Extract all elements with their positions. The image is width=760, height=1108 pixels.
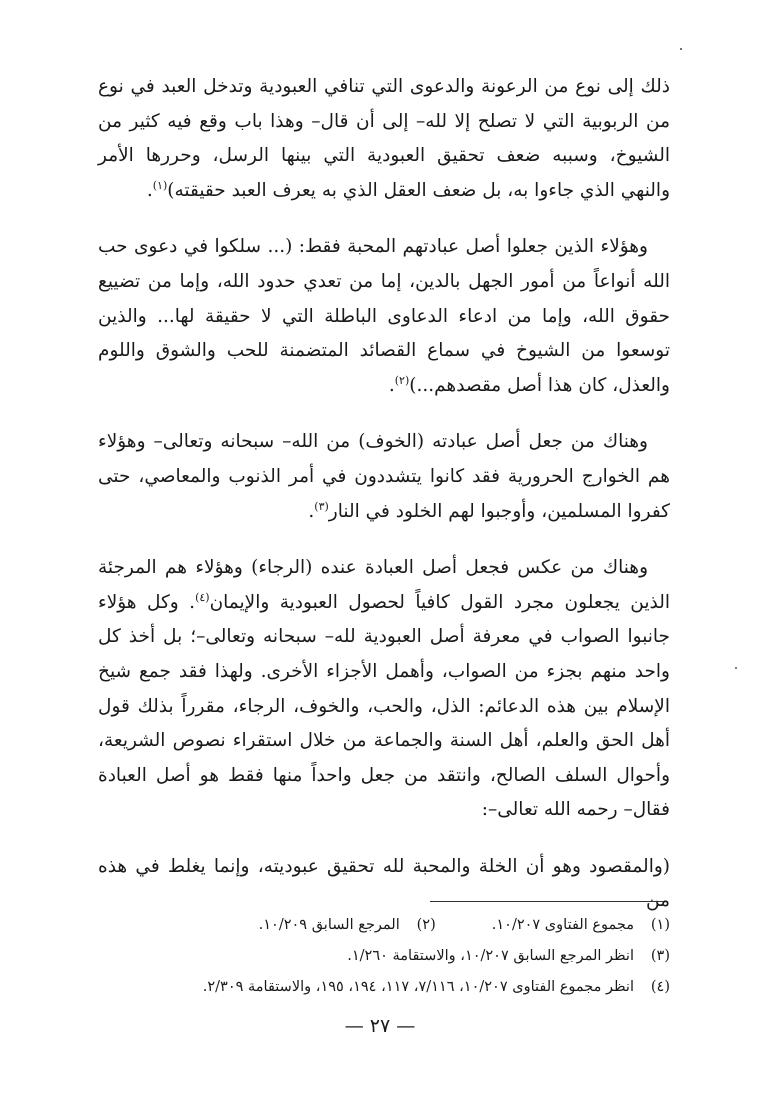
paragraph-text: ذلك إلى نوع من الرعونة والدعوى التي تنافي العبودية وتدخل العبد في نوع من الربوبية التي لا تصلح إلا لله– إلى أن قال– وهذا باب وقع فيه كثير من الشيوخ، وسببه ضعف تحقيق العبودية التي بينها الرسل، وحررها الأمر والنهي الذي جاءوا به، بل ضعف العقل الذي به يعرف العبد حقيقته)	[98, 76, 670, 201]
footnote-row	[100, 941, 670, 972]
footnotes	[100, 910, 670, 1003]
footnote-ref[interactable]: (١)	[152, 178, 168, 192]
paragraph-3	[98, 425, 670, 529]
footnote-number: (١)	[650, 917, 670, 933]
footnote-row	[100, 972, 670, 1003]
page-number: — ٢٧ —	[344, 1015, 416, 1037]
footnote-text: المرجع السابق ١٠/٢٠٩.	[258, 917, 400, 933]
scan-speck	[680, 48, 682, 50]
paragraph-text: وهناك من جعل أصل عبادته (الخوف) من الله– سبحانه وتعالى– وهؤلاء هم الخوارج الحرورية فقد كانوا يتشددون في أمر الذنوب والمعاصي، حتى كفروا المسلمين، وأوجبوا لهم الخلود في النار	[98, 431, 670, 522]
paragraph-2	[98, 230, 670, 403]
footnote-2	[259, 910, 436, 941]
footnote-4	[203, 972, 670, 1003]
footnote-ref[interactable]: (٤)	[195, 590, 210, 604]
footnote-text: انظر مجموع الفتاوى ١٠/٢٠٧، ٧/١١٦، ١١٧، ١٩٤، ١٩٥، والاستقامة ٢/٣٠٩.	[202, 979, 634, 995]
paragraph-text: وهناك من عكس فجعل أصل العبادة عنده (الرجاء) وهؤلاء هم المرجئة الذين يجعلون مجرد القول كافياً لحصول العبودية والإيمان	[98, 557, 670, 613]
paragraph-text: وهؤلاء الذين جعلوا أصل عبادتهم المحبة فقط: (... سلكوا في دعوى حب الله أنواعاً من أمور الجهل بالدين، إما من تعدي حدود الله، وإما من تضييع حقوق الله، وإما من ادعاء الدعاوى الباطلة التي لا حقيقة لها... والذين توسعوا من الشيوخ في سماع القصائد المتضمنة للحب والشوق واللوم والعذل، كان هذا أصل مقصدهم...)	[98, 236, 670, 396]
footnote-text: انظر المرجع السابق ١٠/٢٠٧، والاستقامة ١/٢٦٠.	[347, 948, 634, 964]
paragraph-1	[98, 70, 670, 208]
paragraph-tail: . وكل هؤلاء جانبوا الصواب في معرفة أصل العبودية لله– سبحانه وتعالى–؛ بل أخذ كل واحد منهم بجزء من الصواب، وأهمل الأجزاء الأخرى. ولهذا فقد جمع شيخ الإسلام بين هذه الدعائم: الذل، والحب، والخوف، الرجاء، مقرراً بذلك قول أهل الحق والعلم، أهل السنة والجماعة من خلال استقراء نصوص الشريعة، وأحوال السلف الصالح، وانتقد من جعل واحداً منها فقط هو أصل العبادة فقال– رحمه الله تعالى–:	[98, 591, 670, 821]
paragraph-5	[98, 850, 670, 919]
paragraph-text: (والمقصود وهو أن الخلة والمحبة لله تحقيق عبوديته، وإنما يغلط في هذه من	[98, 855, 670, 912]
footnote-divider	[430, 901, 664, 902]
footnote-ref[interactable]: (٢)	[394, 373, 410, 387]
footnote-row	[100, 910, 670, 941]
footnote-1	[492, 910, 670, 941]
footnote-ref[interactable]: (٣)	[314, 499, 329, 513]
footnote-3	[347, 941, 670, 972]
paragraph-tail: .	[308, 500, 315, 522]
footnote-number: (٤)	[650, 979, 670, 995]
scan-speck	[735, 667, 737, 669]
footnote-text: مجموع الفتاوى ١٠/٢٠٧.	[491, 917, 634, 933]
footnote-number: (٢)	[416, 917, 436, 933]
footnote-number: (٣)	[650, 948, 670, 964]
paragraph-4	[98, 551, 670, 828]
body-text	[98, 70, 670, 941]
paragraph-tail: .	[146, 179, 153, 201]
paragraph-tail: .	[388, 374, 395, 396]
